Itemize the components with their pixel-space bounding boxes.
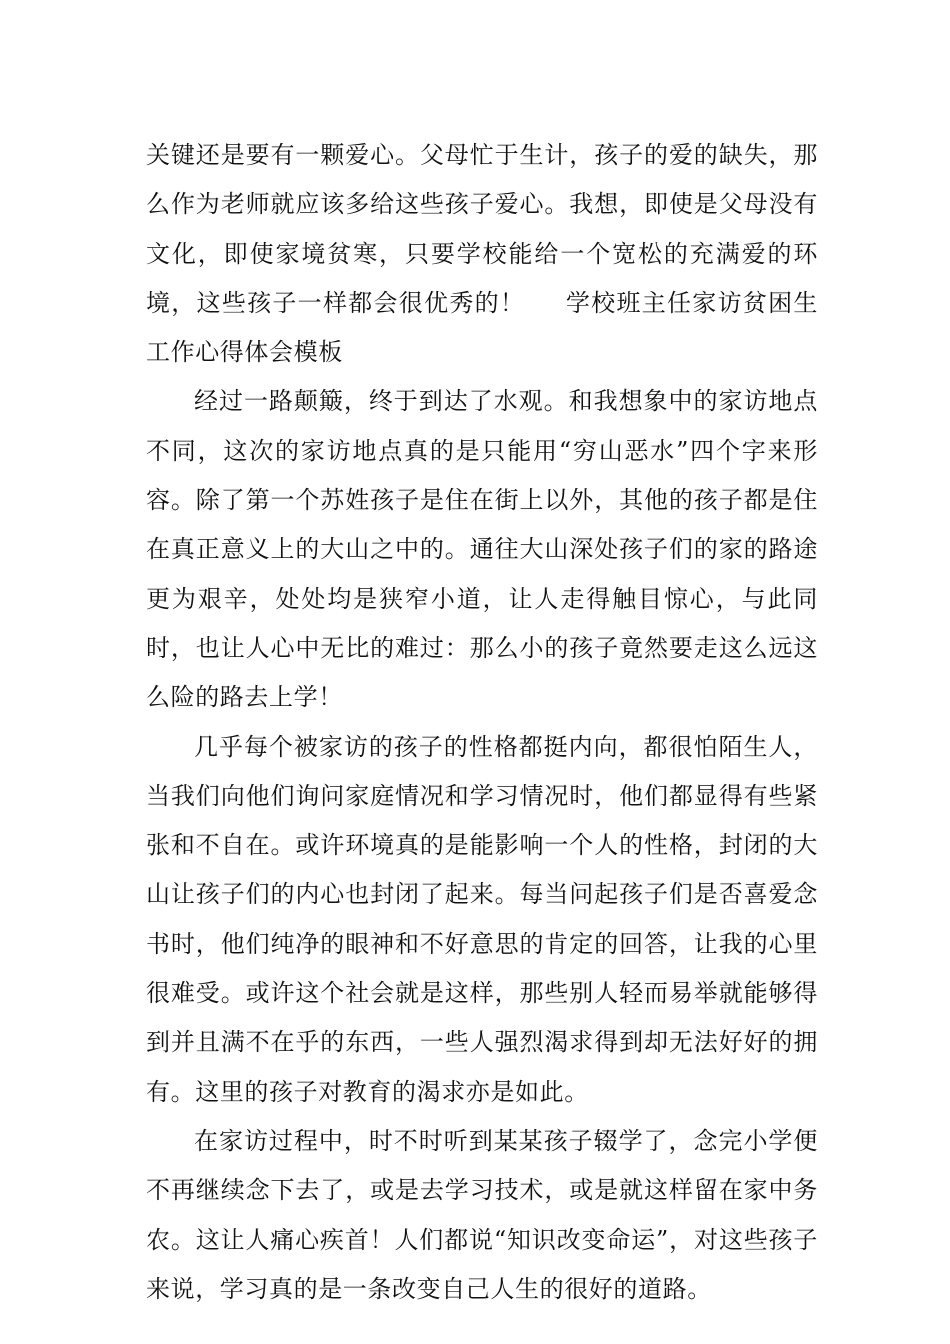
paragraph-4: 在家访过程中，时不时听到某某孩子辍学了，念完小学便不再继续念下去了，或是去学习技术，或是就这样留在家中务农。这让人痛心疾首！人们都说“知识改变命运”，对这些孩子来说，学习真的是一条改变自己人生的很好的道路。 — [146, 1126, 818, 1303]
document-body — [146, 131, 818, 1314]
paragraph-3: 几乎每个被家访的孩子的性格都挺内向，都很怕陌生人，当我们向他们询问家庭情况和学习情况时，他们都显得有些紧张和不自在。或许环境真的是能影响一个人的性格，封闭的大山让孩子们的内心也封闭了起来。每当问起孩子们是否喜爱念书时，他们纯净的眼神和不好意思的肯定的回答，让我的心里很难受。或许这个社会就是这样，那些别人轻而易举就能够得到并且满不在乎的东西，一些人强烈渴求得到却无法好好的拥有。这里的孩子对教育的渴求亦是如此。 — [146, 732, 818, 1106]
paragraph-2: 经过一路颠簸，终于到达了水观。和我想象中的家访地点不同，这次的家访地点真的是只能用“穷山恶水”四个字来形容。除了第一个苏姓孩子是住在街上以外，其他的孩子都是住在真正意义上的大山之中的。通往大山深处孩子们的家的路途更为艰辛，处处均是狭窄小道，让人走得触目惊心，与此同时，也让人心中无比的难过：那么小的孩子竟然要走这么远这么险的路去上学！ — [146, 387, 818, 712]
paragraph-1-text: 关键还是要有一颗爱心。父母忙于生计，孩子的爱的缺失，那么作为老师就应该多给这些孩子爱心。我想，即使是父母没有文化，即使家境贫寒，只要学校能给一个宽松的充满爱的环境，这些孩子一样都会很优秀的！ — [146, 141, 818, 317]
paragraph-1 — [146, 131, 818, 377]
inline-section-title: 学校班主任家访贫困生工作心得体会模板 — [146, 288, 819, 367]
